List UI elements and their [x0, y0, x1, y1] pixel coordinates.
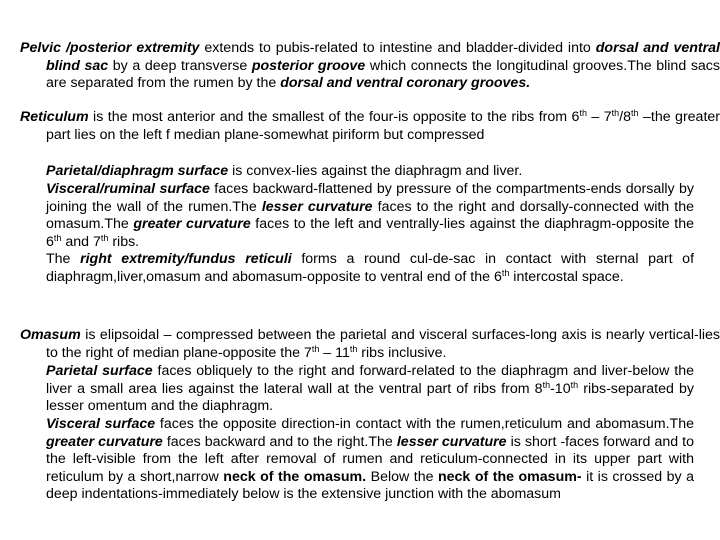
blind-sac-term: dorsal and ventral blind sac — [46, 40, 720, 74]
greater-curvature-term: greater curvature — [133, 216, 251, 233]
text-run: is convex-lies against the diaphragm and liver. — [228, 163, 523, 179]
superscript: th — [100, 232, 109, 243]
text-run: and 7 — [61, 233, 101, 250]
superscript: th — [570, 379, 579, 390]
text-run: is elipsoidal – compressed between the parietal and visceral surfaces-long axis is nearly vertical-lies to the right of median plane-opposite the 7 — [46, 327, 720, 361]
lesser-curvature-term: lesser curvature — [396, 433, 507, 450]
visceral-surface-term: Visceral/ruminal surface — [46, 181, 210, 197]
text-run: extends to pubis-related to intestine and bladder-divided into — [199, 40, 596, 56]
parietal-surface-term: Parietal/diaphragm surface — [46, 163, 229, 179]
greater-curvature-term: greater curvature — [46, 433, 163, 450]
reticulum-term: Reticulum — [20, 109, 89, 125]
text-run: is the most anterior and the smallest of the four-is opposite to the ribs from 6 — [88, 109, 580, 125]
right-extremity-term: right extremity/fundus reticuli — [80, 251, 292, 267]
superscript: th — [311, 343, 320, 354]
text-run: – 7 — [586, 109, 612, 125]
text-run: ribs. — [108, 233, 140, 250]
text-run: -10 — [550, 380, 571, 397]
text-run: is short -faces forward and to the left-visible from the left after removal of rumen and reticulum-connected in its upper part with reticulum by a short,narrow — [46, 433, 694, 485]
text-run: ribs-separated by lesser omentum and the diaphragm. — [46, 380, 695, 415]
superscript: th — [53, 232, 62, 243]
text-run: ribs inclusive. — [357, 344, 447, 361]
reticulum-right-extremity-paragraph — [46, 251, 694, 286]
visceral-surface-term: Visceral surface — [46, 416, 156, 432]
text-run: /8 — [619, 109, 632, 125]
text-run: forms a round cul-de-sac in contact with sternal part of diaphragm,liver,omasum and abomasum-opposite to ventral end of the 6 — [46, 251, 695, 285]
text-run: faces to the right and dorsally-connected with the omasum.The — [46, 198, 694, 233]
text-run: by a deep transverse — [108, 57, 252, 74]
text-run: which connects the longitudinal grooves.The blind sacs are separated from the rumen by the — [46, 57, 720, 92]
superscript: th — [349, 343, 358, 354]
text-run: faces obliquely to the right and forward-related to the diaphragm and liver-below the liver a small area lies against the lateral wall at the ventral part of ribs from 8 — [46, 363, 694, 397]
text-run: faces to the left and ventrally-lies against the diaphragm-opposite the 6 — [46, 216, 694, 250]
text-run: it is crossed by a deep indentations-immediately below is the extensive junction with the abomasum — [46, 468, 694, 503]
text-run: faces backward and to the right.The — [162, 433, 397, 450]
omasum-visceral-paragraph — [46, 416, 694, 504]
omasum-term: Omasum — [20, 327, 81, 343]
reticulum-paragraph — [20, 109, 720, 144]
text-run: – 11 — [319, 344, 350, 361]
text-run: faces backward-flattened by pressure of the compartments-ends dorsally by joining the wall of the rumen.The — [46, 181, 694, 215]
omasum-parietal-paragraph — [46, 363, 694, 416]
superscript: th — [611, 108, 620, 118]
parietal-surface-term: Parietal surface — [46, 363, 153, 379]
text-run: Below the — [366, 468, 438, 485]
omasum-paragraph — [20, 327, 720, 362]
neck-of-omasum-term: neck of the omasum. — [223, 468, 367, 485]
text-run: The — [46, 251, 81, 267]
pelvic-extremity-term: Pelvic /posterior extremity — [20, 40, 200, 56]
pelvic-extremity-paragraph — [20, 40, 720, 93]
posterior-groove-term: posterior groove — [251, 57, 366, 74]
text-run: intercostal space. — [509, 268, 624, 285]
superscript: th — [579, 108, 587, 118]
text-run: faces the opposite direction-in contact with the rumen,reticulum and abomasum.The — [155, 416, 694, 432]
text-run: –the greater part lies on the left f median plane-somewhat piriform but compressed — [46, 109, 720, 143]
neck-of-omasum-term: neck of the omasum- — [437, 468, 582, 485]
reticulum-visceral-paragraph — [46, 181, 694, 251]
superscript: th — [542, 379, 551, 390]
superscript: th — [501, 267, 510, 278]
superscript: th — [631, 108, 639, 118]
coronary-grooves-term: dorsal and ventral coronary grooves. — [280, 75, 531, 92]
reticulum-parietal-paragraph — [46, 163, 694, 181]
lesser-curvature-term: lesser curvature — [261, 198, 373, 215]
